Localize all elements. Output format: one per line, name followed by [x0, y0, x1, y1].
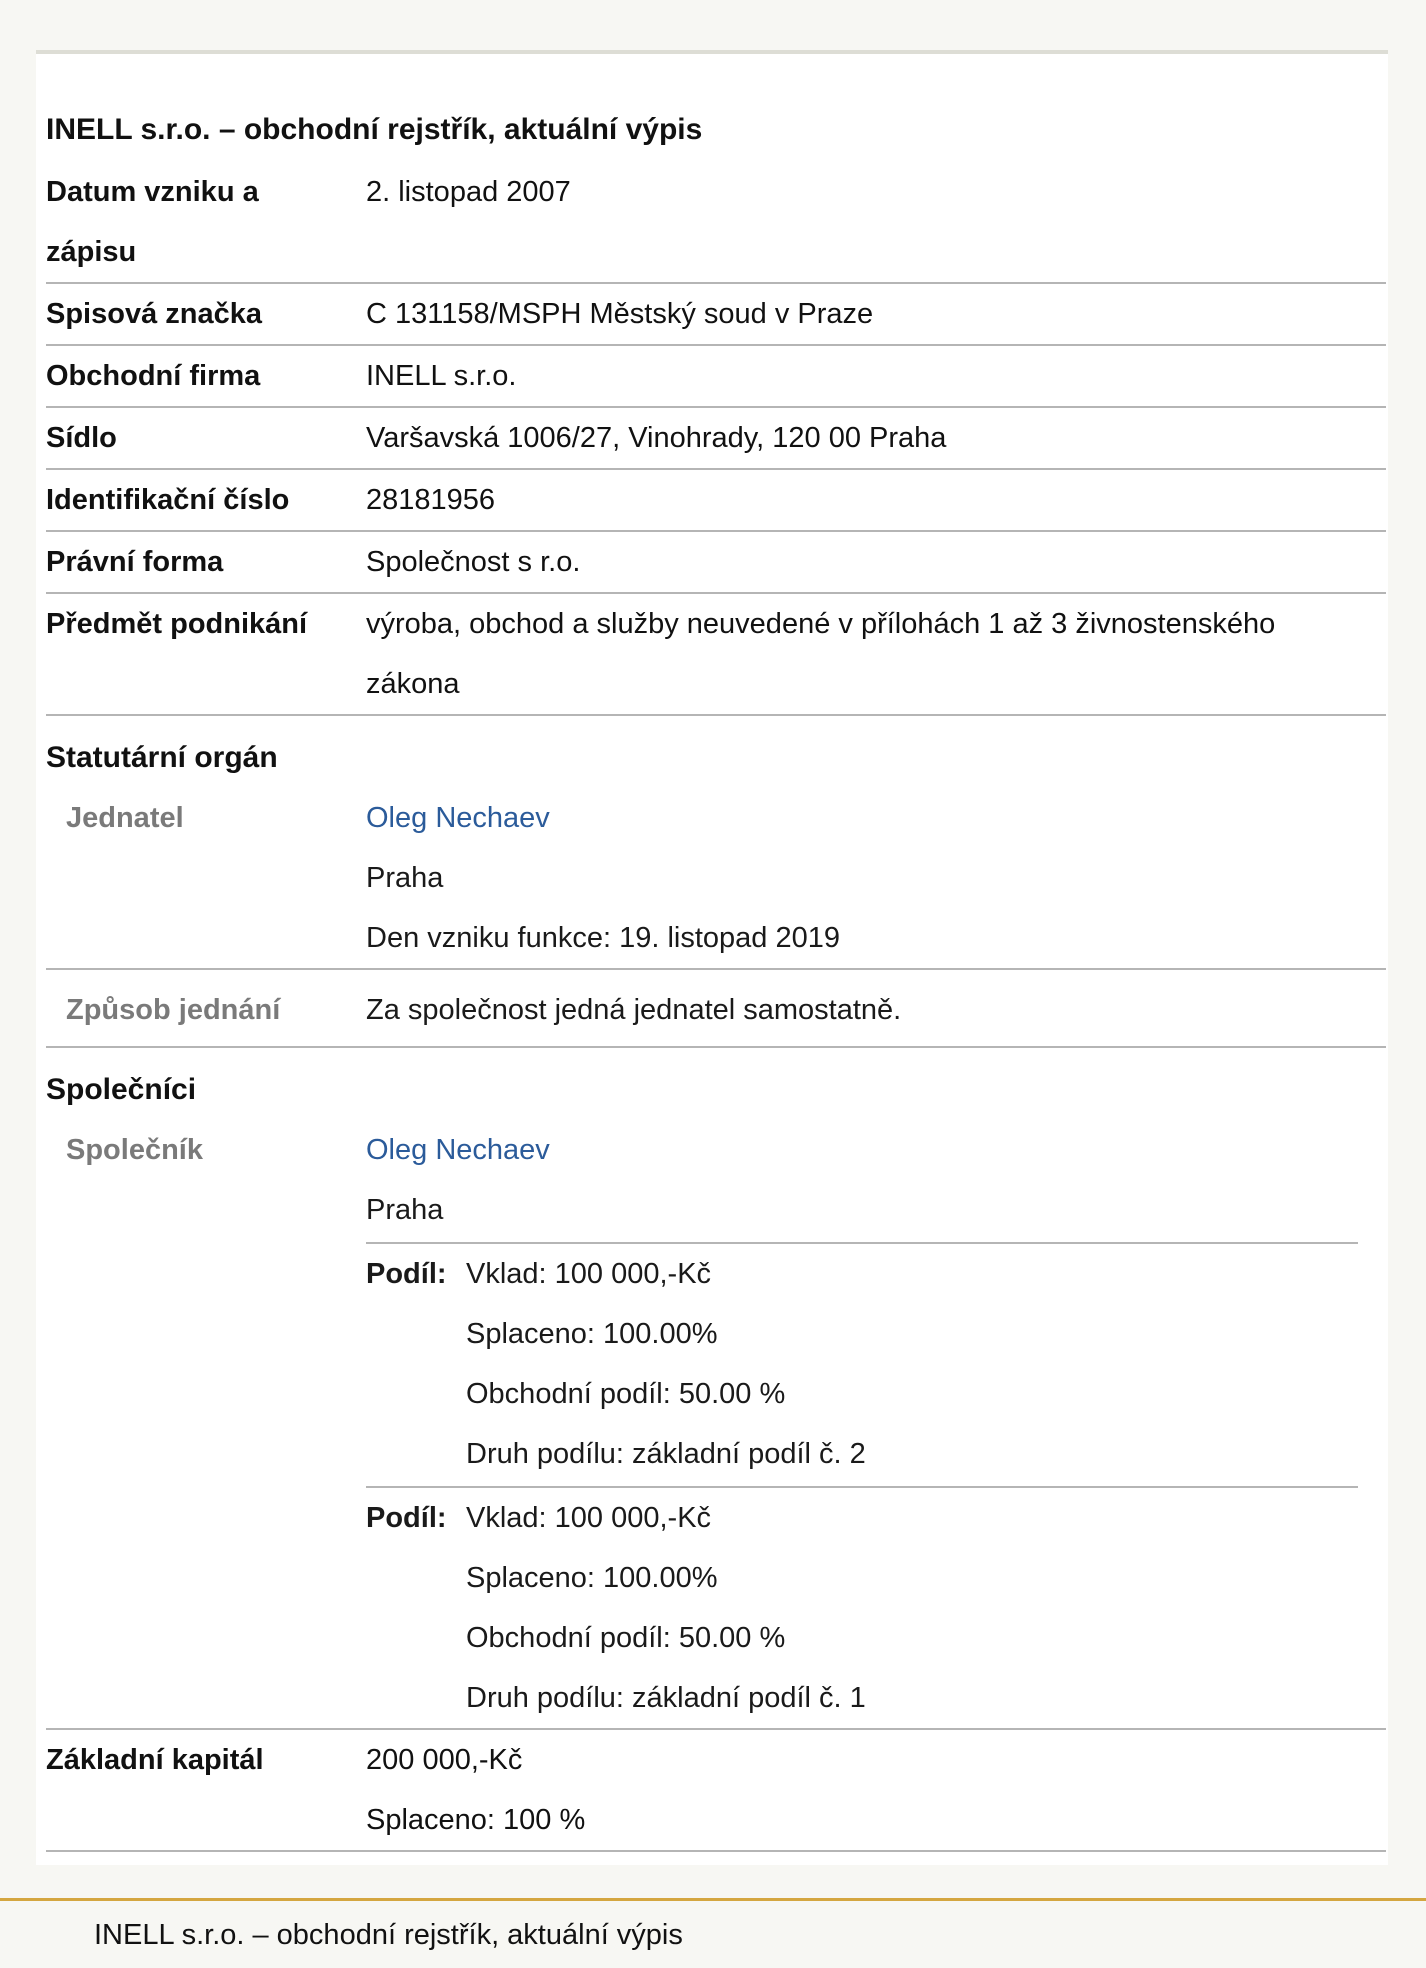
- acting-label: Způsob jednání: [66, 994, 281, 1026]
- share-deposit: Vklad: 100 000,-Kč: [466, 1502, 712, 1534]
- row-value: Společnost s r.o.: [366, 546, 581, 578]
- row-value: C 131158/MSPH Městský soud v Praze: [366, 298, 874, 330]
- page-title: INELL s.r.o. – obchodní rejstřík, aktuální výpis: [46, 113, 703, 146]
- row-label: Spisová značka: [46, 298, 262, 330]
- person-city: Praha: [366, 1194, 444, 1226]
- row-label: Identifikační číslo: [46, 484, 290, 516]
- row-value: Varšavská 1006/27, Vinohrady, 120 00 Praha: [366, 422, 947, 454]
- row-obchodni-firma: [46, 346, 1386, 408]
- footer-text: INELL s.r.o. – obchodní rejstřík, aktuální výpis: [94, 1919, 683, 1951]
- share-paid: Splaceno: 100.00%: [466, 1562, 718, 1594]
- partner-spolecnik: [46, 1120, 1386, 1730]
- section-heading-statutory: Statutární orgán: [46, 741, 278, 774]
- role-label: Jednatel: [66, 802, 184, 834]
- row-value: [366, 1730, 1386, 1850]
- statutory-jednatel: [46, 788, 1386, 970]
- partner-details: [366, 1120, 1386, 1728]
- row-spisova-znacka: [46, 284, 1386, 346]
- section-heading-partners: Společníci: [46, 1073, 197, 1106]
- row-label: Obchodní firma: [46, 360, 261, 392]
- row-value: výroba, obchod a služby neuvedené v přílohách 1 až 3 živnostenského zákona: [366, 608, 1276, 700]
- share-business: Obchodní podíl: 50.00 %: [466, 1378, 786, 1410]
- acting-value: Za společnost jedná jednatel samostatně.: [366, 994, 902, 1026]
- footer: [0, 1898, 1426, 1968]
- share-paid: Splaceno: 100.00%: [466, 1318, 718, 1350]
- row-sidlo: [46, 408, 1386, 470]
- row-pravni-forma: [46, 532, 1386, 594]
- row-datum-vzniku: [46, 162, 1386, 284]
- share-type: Druh podílu: základní podíl č. 2: [466, 1438, 866, 1470]
- person-city: Praha: [366, 862, 444, 894]
- row-label: Sídlo: [46, 422, 117, 454]
- statutory-acting: [46, 970, 1386, 1048]
- share-block: [366, 1242, 1358, 1484]
- share-values: [466, 1244, 1358, 1484]
- row-value: INELL s.r.o.: [366, 360, 517, 392]
- row-zakladni-kapital: [46, 1730, 1386, 1852]
- share-values: [466, 1488, 1358, 1728]
- person-name-link[interactable]: Oleg Nechaev: [366, 1134, 550, 1166]
- share-block: [366, 1486, 1358, 1728]
- share-business: Obchodní podíl: 50.00 %: [466, 1622, 786, 1654]
- person-name-link[interactable]: Oleg Nechaev: [366, 802, 550, 834]
- register-extract: [46, 98, 1386, 1852]
- row-label: Právní forma: [46, 546, 224, 578]
- capital-amount: 200 000,-Kč: [366, 1744, 523, 1776]
- row-label: Datum vzniku a zápisu: [46, 176, 259, 268]
- row-value: 2. listopad 2007: [366, 176, 571, 208]
- person-details: [366, 788, 1386, 968]
- row-value: 28181956: [366, 484, 496, 516]
- share-label: Podíl:: [366, 1258, 447, 1290]
- function-start: Den vzniku funkce: 19. listopad 2019: [366, 922, 840, 954]
- row-label: Předmět podnikání: [46, 608, 308, 640]
- share-type: Druh podílu: základní podíl č. 1: [466, 1682, 866, 1714]
- role-label: Společník: [66, 1134, 203, 1166]
- row-identifikacni-cislo: [46, 470, 1386, 532]
- row-label: Základní kapitál: [46, 1744, 264, 1776]
- share-label: Podíl:: [366, 1502, 447, 1534]
- register-extract-card: [36, 50, 1388, 1865]
- row-predmet-podnikani: [46, 594, 1386, 716]
- capital-paid: Splaceno: 100 %: [366, 1804, 586, 1836]
- share-deposit: Vklad: 100 000,-Kč: [466, 1258, 712, 1290]
